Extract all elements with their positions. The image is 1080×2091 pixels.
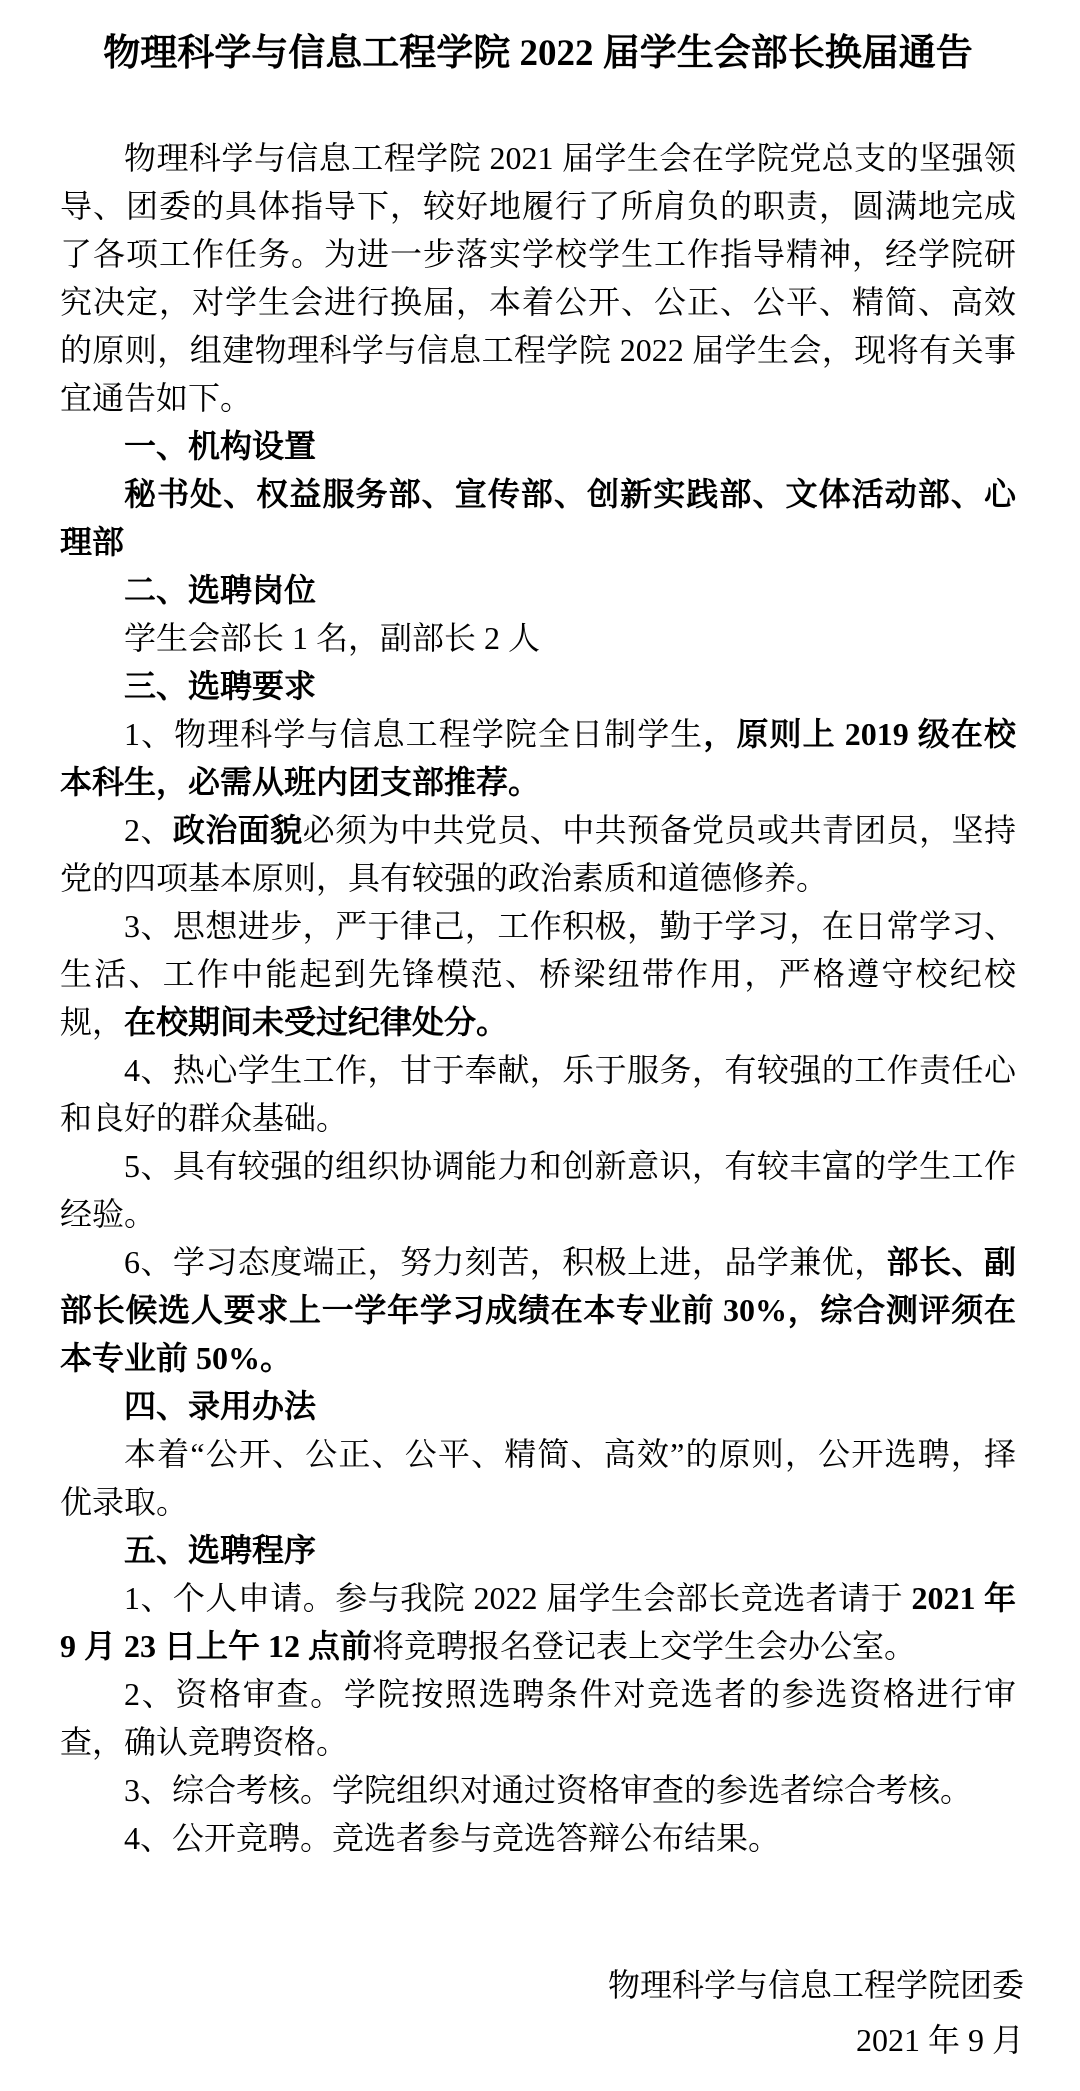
paragraph <box>60 1430 1016 1526</box>
paragraph <box>60 1526 1016 1574</box>
text-run: 政治面貌 <box>172 812 303 848</box>
text-run: 二、选聘岗位 <box>124 572 317 608</box>
signature-line: 物理科学与信息工程学院团委 <box>607 1967 1024 2003</box>
text-run: 必须为中共党员、中共预备党员或共青团员，坚持党的四项基本原则，具有较强的政治素质和道德修养。 <box>60 812 1016 896</box>
text-run: ，原则上 2019 级在校本科生，必需从班内团支部推荐。 <box>60 716 1016 800</box>
text-run: 五、选聘程序 <box>124 1532 317 1568</box>
text-run: 3、思想进步，严于律己，工作积极，勤于学习，在日常学习、生活、工作中能起到先锋模范、桥梁纽带作用，严格遵守校纪校规， <box>60 908 1016 1040</box>
text-run: 4、热心学生工作，甘于奉献，乐于服务，有较强的工作责任心和良好的群众基础。 <box>60 1052 1016 1136</box>
text-run: 3、综合考核。学院组织对通过资格审查的参选者综合考核。 <box>124 1772 973 1808</box>
document-footer <box>608 1958 1024 2068</box>
text-run: 将竞聘报名登记表上交学生会办公室。 <box>372 1628 917 1664</box>
paragraph <box>60 1670 1016 1766</box>
document-title: 物理科学与信息工程学院 2022 届学生会部长换届通告 <box>103 33 973 74</box>
paragraph <box>60 1382 1016 1430</box>
text-run: 2、资格审查。学院按照选聘条件对竞选者的参选资格进行审查，确认竞聘资格。 <box>60 1676 1016 1760</box>
text-run: 部长、副部长候选人要求上一学年学习成绩在本专业前 30%，综合测评须在本专业前 50%。 <box>60 1244 1016 1376</box>
text-run: 学生会部长 1 名，副部长 2 人 <box>124 620 541 656</box>
text-run: 1、个人申请。参与我院 2022 届学生会部长竞选者请于 <box>124 1580 912 1616</box>
paragraph <box>60 614 1016 662</box>
text-run: 1、物理科学与信息工程学院全日制学生 <box>124 716 704 752</box>
paragraph <box>60 1142 1016 1238</box>
text-run: 4、公开竞聘。竞选者参与竞选答辩公布结果。 <box>124 1820 781 1856</box>
text-run: 在校期间未受过纪律处分。 <box>124 1004 509 1040</box>
paragraph <box>60 566 1016 614</box>
paragraph <box>60 1574 1016 1670</box>
paragraph <box>60 1814 1016 1862</box>
paragraph <box>60 134 1016 422</box>
paragraph <box>60 470 1016 566</box>
text-run: 6、学习态度端正，努力刻苦，积极上进，品学兼优， <box>124 1244 887 1280</box>
text-run: 秘书处、权益服务部、宣传部、创新实践部、文体活动部、心理部 <box>60 476 1016 560</box>
paragraph <box>60 422 1016 470</box>
paragraphs <box>60 134 1016 1862</box>
text-run: 2021 年 9 月 23 日上午 12 点前 <box>60 1580 1016 1664</box>
text-run: 物理科学与信息工程学院 2021 届学生会在学院党总支的坚强领导、团委的具体指导下，较好地履行了所肩负的职责，圆满地完成了各项工作任务。为进一步落实学校学生工作指导精神，经学院研究决定，对学生会进行换届，本着公开、公正、公平、精简、高效的原则，组建物理科学与信息工程学院 2022 届学生会，现将有关事宜通告如下。 <box>60 140 1016 416</box>
paragraph <box>60 902 1016 1046</box>
paragraph <box>60 1238 1016 1382</box>
paragraph <box>60 662 1016 710</box>
text-run: 四、录用办法 <box>124 1388 317 1424</box>
date-line: 2021 年 9 月 <box>855 2022 1024 2058</box>
text-run: 一、机构设置 <box>124 428 317 464</box>
text-run: 本着“公开、公正、公平、精简、高效”的原则，公开选聘，择优录取。 <box>60 1436 1016 1520</box>
paragraph <box>60 1766 1016 1814</box>
text-run: 2、 <box>124 812 173 848</box>
text-run: 三、选聘要求 <box>124 668 317 704</box>
paragraph <box>60 710 1016 806</box>
text-run: 5、具有较强的组织协调能力和创新意识，有较丰富的学生工作经验。 <box>60 1148 1016 1232</box>
paragraph <box>60 1046 1016 1142</box>
paragraph <box>60 806 1016 902</box>
